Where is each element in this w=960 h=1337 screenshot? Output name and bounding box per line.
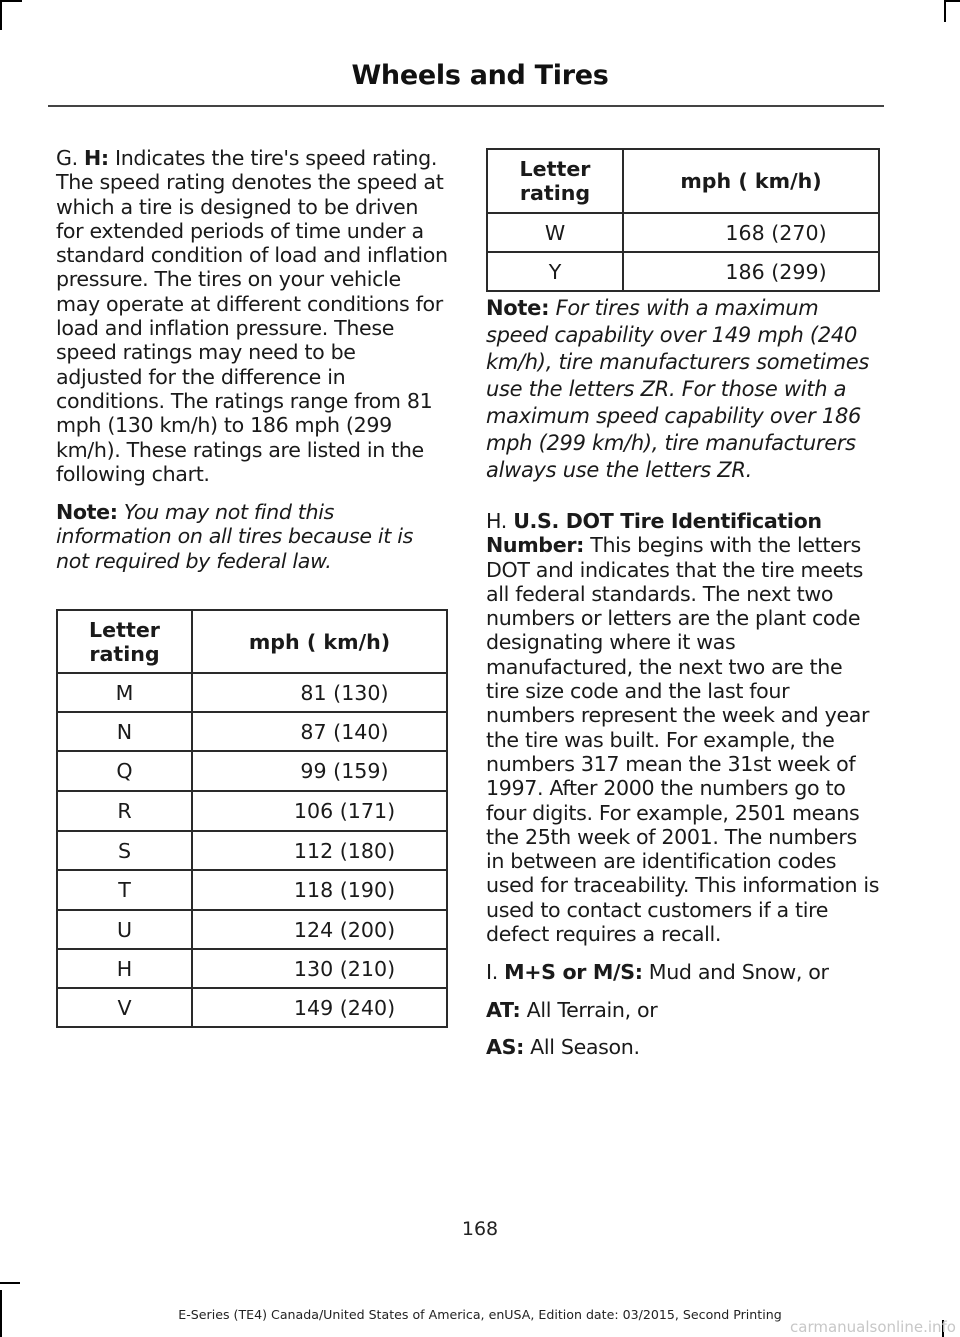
note-text: For tires with a maximum speed capability over 149 mph (240 km/h), tire manufacturers sometimes use the letters ZR. For those with a maximum speed capability over 186 mph (299 km/h), tire manufacturers always use the letters ZR.: [486, 296, 869, 482]
table-row: [57, 712, 447, 751]
table-cell: U: [57, 910, 192, 949]
paragraph-all-season: [486, 1035, 880, 1059]
table-cell: 87 (140): [192, 712, 447, 751]
table-row: [487, 213, 879, 252]
table-cell: M: [57, 673, 192, 712]
table-row: [57, 910, 447, 949]
page-title: Wheels and Tires: [351, 60, 609, 91]
item-term: AT:: [486, 997, 521, 1022]
table-row: [57, 870, 447, 910]
paragraph-dot-tin: [486, 509, 880, 946]
table-cell: 106 (171): [192, 791, 447, 831]
crop-mark: [0, 0, 22, 2]
item-text: All Terrain, or: [526, 997, 658, 1022]
note-text: You may not find this information on all tires because it is not required by federal law.: [56, 500, 413, 573]
paragraph-mud-snow: [486, 960, 880, 984]
crop-mark: [0, 1282, 20, 1284]
item-prefix: G.: [56, 146, 78, 170]
table-row: [57, 831, 447, 870]
table-cell: Q: [57, 751, 192, 791]
right-column: [486, 148, 880, 1059]
speed-rating-table-continued: [486, 148, 880, 292]
header-divider: [48, 105, 884, 107]
table-row: [57, 751, 447, 791]
table-cell: 124 (200): [192, 910, 447, 949]
item-text: Mud and Snow, or: [648, 960, 829, 985]
column-header-mph: mph ( km/h): [192, 610, 447, 673]
note-label: Note:: [56, 500, 118, 525]
table-cell: T: [57, 870, 192, 910]
item-term: U.S. DOT Tire Identification Number:: [486, 509, 822, 558]
column-header-letter-rating: Letter rating: [487, 149, 623, 213]
table-cell: 99 (159): [192, 751, 447, 791]
item-prefix: H.: [486, 509, 507, 533]
table-cell: S: [57, 831, 192, 870]
table-cell: W: [487, 213, 623, 252]
table-cell: 149 (240): [192, 988, 447, 1027]
table-row: [57, 949, 447, 988]
crop-mark: [944, 0, 946, 22]
crop-mark: [0, 0, 2, 30]
item-text: All Season.: [530, 1034, 640, 1059]
item-term: AS:: [486, 1034, 524, 1059]
table-cell: 112 (180): [192, 831, 447, 870]
table-cell: V: [57, 988, 192, 1027]
item-term: H:: [84, 146, 109, 170]
note-zr-letters: [486, 295, 880, 484]
column-header-letter-rating: Letter rating: [57, 610, 192, 673]
item-text: This begins with the letters DOT and indicates that the tire meets all federal standards. The next two numbers or letters are the plant code designating where it was manufactured, the next two are the tire size code and the last four numbers represent the week and year the tire was built. For example, the numbers 317 mean the 31st week of 1997. After 2000 the numbers go to four digits. For example, 2501 means the 25th week of 2001. The numbers in between are identification codes used for traceability. This information is used to contact customers if a tire defect requires a recall.: [486, 533, 880, 947]
table-cell: 186 (299): [623, 252, 879, 291]
table-row: [57, 791, 447, 831]
note-federal-law: [56, 500, 448, 573]
column-header-mph: mph ( km/h): [623, 149, 879, 213]
left-column: [56, 146, 448, 1028]
table-cell: N: [57, 712, 192, 751]
table-cell: 118 (190): [192, 870, 447, 910]
crop-mark: [944, 0, 960, 2]
table-row: [487, 252, 879, 291]
table-cell: 130 (210): [192, 949, 447, 988]
speed-rating-table: [56, 609, 448, 1028]
paragraph-speed-rating: [56, 146, 448, 486]
page-number: 168: [461, 1218, 499, 1240]
note-label: Note:: [486, 296, 550, 320]
item-prefix: I.: [486, 960, 498, 985]
table-cell: R: [57, 791, 192, 831]
table-cell: H: [57, 949, 192, 988]
item-term: M+S or M/S:: [504, 960, 643, 985]
watermark: carmanualsonline.info: [790, 1318, 956, 1336]
edition-info: E-Series (TE4) Canada/United States of America, enUSA, Edition date: 03/2015, Second Printing: [178, 1307, 782, 1322]
table-cell: Y: [487, 252, 623, 291]
table-cell: 168 (270): [623, 213, 879, 252]
item-text: Indicates the tire's speed rating. The speed rating denotes the speed at which a tire is designed to be driven for extended periods of time under a standard condition of load and inflation pressure. The tires on your vehicle may operate at different conditions for load and inflation pressure. These speed ratings may need to be adjusted for the difference in conditions. The ratings range from 81 mph (130 km/h) to 186 mph (299 km/h). These ratings are listed in the following chart.: [56, 146, 448, 486]
table-row: [57, 988, 447, 1027]
table-row: [57, 673, 447, 712]
paragraph-all-terrain: [486, 998, 880, 1022]
table-cell: 81 (130): [192, 673, 447, 712]
